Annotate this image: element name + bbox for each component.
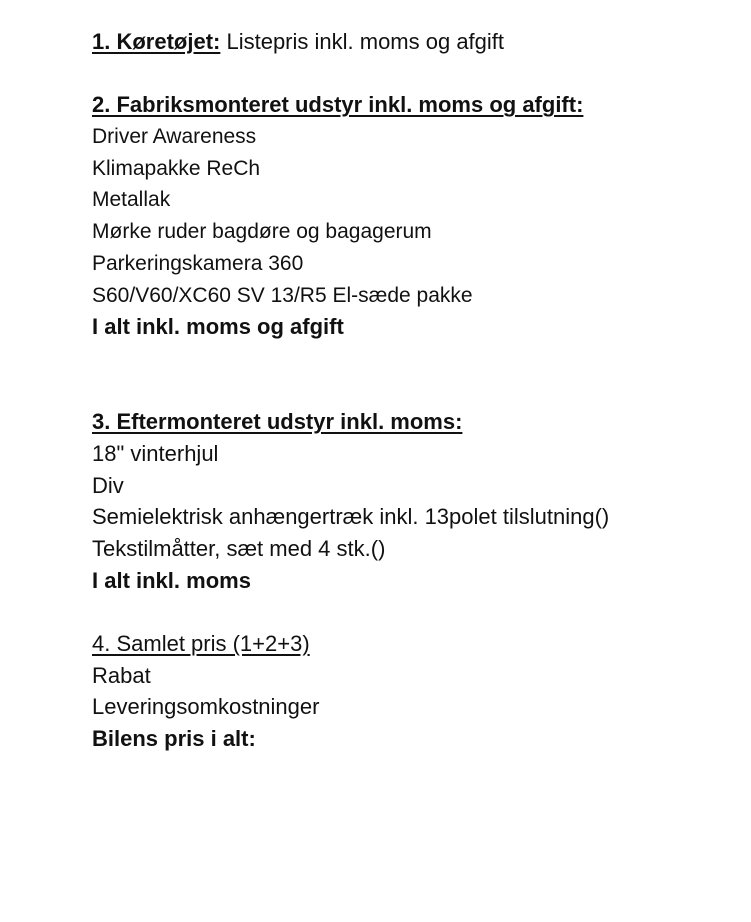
section-3-total: I alt inkl. moms <box>92 567 251 593</box>
section-1 <box>92 26 741 58</box>
section-2-item: Parkeringskamera 360 <box>92 251 304 275</box>
section-3-item: Tekstilmåtter, sæt med 4 stk.() <box>92 536 386 562</box>
section-2-item: Mørke ruder bagdøre og bagagerum <box>92 220 432 244</box>
section-2-item: Driver Awareness <box>92 125 257 149</box>
section-4-item: Rabat <box>92 662 151 688</box>
section-1-heading: 1. Køretøjet: <box>92 29 221 54</box>
section-4-total: Bilens pris i alt: <box>92 726 256 752</box>
section-2-item: Metallak <box>92 188 171 212</box>
section-1-text: Listepris inkl. moms og afgift <box>220 29 505 54</box>
section-3-item: 18" vinterhjul <box>92 440 219 466</box>
section-2-total: I alt inkl. moms og afgift <box>92 314 344 340</box>
section-3-item: Div <box>92 472 124 498</box>
section-2-item: S60/V60/XC60 SV 13/R5 El-sæde pakke <box>92 283 473 307</box>
section-2-heading <box>92 89 741 121</box>
section-4-item: Leveringsomkostninger <box>92 694 320 720</box>
section-2-heading-text: 2. Fabriksmonteret udstyr inkl. moms og afgift: <box>92 92 584 118</box>
section-3-heading-text: 3. Eftermonteret udstyr inkl. moms: <box>92 409 463 435</box>
section-4-heading <box>92 628 741 660</box>
section-4-heading-text: 4. Samlet pris (1+2+3) <box>92 631 310 657</box>
price-document <box>92 26 741 755</box>
section-3-item: Semielektrisk anhængertræk inkl. 13polet tilslutning() <box>92 504 610 530</box>
section-2-item: Klimapakke ReCh <box>92 156 261 180</box>
section-3-heading <box>92 406 741 438</box>
